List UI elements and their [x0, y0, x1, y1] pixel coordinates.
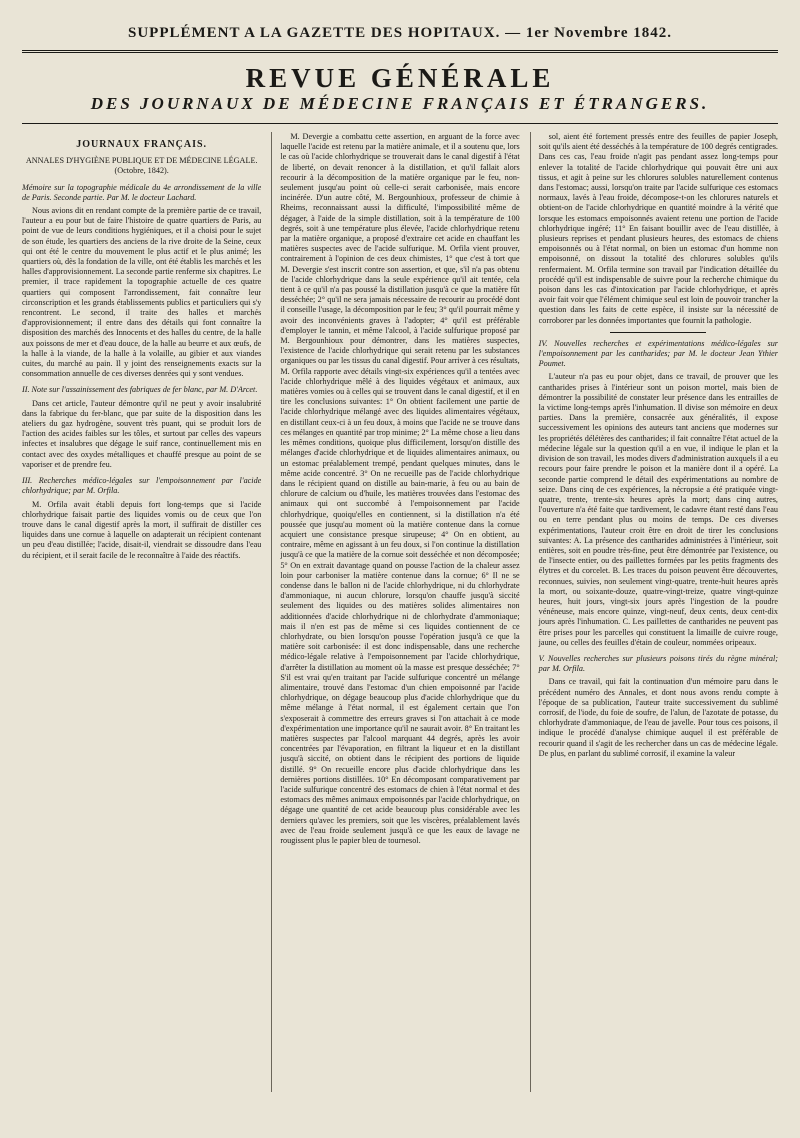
journal-heading: ANNALES D'HYGIÈNE PUBLIQUE ET DE MÉDECINE LÉGALE. (Octobre, 1842). — [25, 156, 258, 176]
article-5-heading: V. Nouvelles recherches sur plusieurs poisons tirés du règne minéral; par M. Orfila. — [538, 653, 778, 674]
column-1 — [22, 132, 261, 1092]
masthead-title: REVUE GÉNÉRALE — [245, 63, 555, 93]
article-1-heading: Mémoire sur la topographie médicale du 4e arrondissement de la ville de Paris. Seconde partie. Par M. le docteur Lachard. — [22, 182, 262, 202]
column-divider — [610, 332, 706, 333]
article-4-body: L'auteur n'a pas eu pour objet, dans ce travail, de prouver que les cantharides prises à l'intérieur sont un poison mortel, mais bien de démontrer la possibilité de constater leur présence dans les entrailles de la victime long-temps après l'inhumation. Il divise son mémoire en deux parties. Dans la première, consacrée aux généralités, il expose successivement les opinions des auteurs tant anciens que modernes sur les propriétés délétères des cantharides; il fait connaître l'état actuel de la médecine légale sur la question qu'il a en vue, il indique le plan et la division de son travail, les modes divers d'administration auxquels il a eu recours pour faire prendre le poison et la manière dont il a opéré. La seconde partie comprend le détail des expérimentations au nombre de seize. Dans cinq de ces expériences, la nécropsie a été pratiquée vingt-quatre, trente, trente-six heures après la mort; dans cinq autres, l'ouverture n'a été faite que tardivement, le cadavre étant resté dans l'eau ou en terre pendant plus ou moins de temps. De ces diverses expérimentations, l'auteur croit être en droit de tirer les conclusions suivantes: A. La présence des cantharides administrées à l'intérieur, soit entières, soit en poudre très-fine, peut être démontrée par l'existence, ou de l'insecte entier, ou des paillettes formées par les petits fragments des élytres et du corcelet. B. Les traces du poison peuvent être découvertes, reconnues, suivies, non seulement vingt-quatre, trente-huit heures après la mort, ou soixante-douze, quatre-vingt-treize, quatre vingt-quinze heures, huit jours, vingt-six jours après l'ingestion de la poudre vénéneuse, mais encore quinze, vingt-neuf, deux cents, deux cent-dix jours après l'inhumation. C. Les paillettes de cantharides ne peuvent pas être prises pour les parcelles qui constituent la limaille de cuivre rouge, jaune, ou celles des feuilles d'étain de couleur, nommées oripeaux. — [538, 372, 778, 647]
article-1-body: Nous avions dit en rendant compte de la première partie de ce travail, l'auteur a eu pour but de faire l'histoire de quatre quartiers de Paris, au point de vue de leurs conditions hygiéniques, et il a choisi pour le sujet de son étude, les quartiers des anciens de la rive droite de la Seine, ceux qui ont été le centre du mouvement le plus actif et le plus animé; les quartiers où, dès la fondation de la ville, ont été établis les marchés et les halles d'approvisionnement. La seconde partie renferme six chapitres. Le premier, il trace rapidement la topographie actuelle de ces quatre quartiers qui composent l'arrondissement, fait connaître leur circonscription et les grands établissements publics et particuliers qui s'y rencontrent. Le second, il traite des halles et marchés d'approvisionnement; il entre dans des détails qui font connaître la disposition des marchés des Innocents et des halles du centre, de la halle aux poissons de mer et d'eau douce, de la halle au beurre et aux œufs, de la halle à la viande, de la halle à la volaille, au gibier et aux viandes cuites, du marché au pain. Il y joint des renseignements exacts sur la consommation annuelle de ces diverses denrées qui y sont vendues. — [22, 206, 262, 379]
column-2 — [271, 132, 519, 1092]
article-2-heading: II. Note sur l'assainissement des fabriques de fer blanc, par M. D'Arcet. — [22, 385, 258, 395]
column-3 — [530, 132, 778, 1092]
column-3-body: sol, aient été fortement pressés entre des feuilles de papier Joseph, soit qu'ils aient été desséchés à la température de 100 degrés centigrades. Dans ces cas, l'eau froide n'agit pas pendant assez long-temps pour enlever la totalité de l'acide chlorhydrique qui pouvait être uni aux tissus, et agit à peine sur les chlorures solubles naturellement contenus dans l'estomac; aussi, lorsqu'on traite par l'acide sulfurique ces estomacs normaux, lavés à l'eau froide, décompose-t-on les chlorures naturels et obtient-on de l'acide chlorhydrique en quantité moindre à la vérité que lorsque les estomacs empoisonnés avaient retenu une portion de l'acide chlorhydrique ingéré; 11° En faisant bouillir avec de l'eau distillée, à plusieurs reprises et pendant plusieurs heures, des estomacs de chiens empoisonnés ou à l'état normal, on bien un estomac d'un homme non empoisonné, on dissout la totalité des chlorures solubles qu'ils renfermaient. M. Orfila termine son travail par l'indication détaillée du procédé qu'il est indispensable de suivre pour la recherche chimique du poison dans les cas d'intoxication par l'acide chlorhydrique, et après avoir fait voir que l'élément chimique seul est loin de pouvoir trancher la question dans les faits de cette espèce, il insiste sur la nécessité de corroborer par les données importantes que fournit la pathologie. — [538, 132, 778, 325]
supplement-line: SUPPLÉMENT A LA GAZETTE DES HOPITAUX. — 1er Novembre 1842. — [127, 25, 673, 41]
article-5-body: Dans ce travail, qui fait la continuation d'un mémoire paru dans le précédent numéro des Annales, et dont nous avons rendu compte à l'époque de sa publication, l'auteur traite successivement du sublimé corrosif, de l'iode, du foie de soufre, de l'alun, de l'azotate de potasse, du chlorhydrate d'ammoniaque, de l'eau de javelle. Pour tous ces poisons, il indique le procédé d'analyse chimique auquel il est préférable de recourir quand il s'agit de les rechercher dans un cas de médecine légale. De plus, en parlant du sublimé corrosif, il examine la valeur — [538, 677, 778, 758]
article-2-body: Dans cet article, l'auteur démontre qu'il ne peut y avoir insalubrité dans la fabrique du fer-blanc, que par suite de la disposition dans les ateliers du gaz hydrogène, souvent très puant, qui se produit lors de l'action des acides faibles sur les tôles, et surtout par celles des vapeurs infectes et insalubres que dégage le suif rance, continuellement mis en contact avec des oxydes métalliques et chauffé presque au point de se vaporiser et de prendre feu. — [22, 398, 262, 469]
article-columns — [22, 132, 778, 1092]
article-3-heading: III. Recherches médico-légales sur l'empoisonnement par l'acide chlorhydrique; par M. Orfila. — [22, 476, 262, 496]
section-title: JOURNAUX FRANÇAIS. — [76, 139, 208, 150]
article-3-body: M. Orfila avait établi depuis fort long-temps que si l'acide chlorhydrique faisait partie des liquides vomis ou de ceux que l'on trouve dans le canal digestif après la mort, il suffirait de distiller ces liquides dans une cornue à laquelle on adapterait un récipient contenant un peu d'eau distillée; l'acide, disait-il, viendrait se dissoudre dans l'eau du récipient, et il serait facile de le reconnaître à l'aide des réactifs. — [22, 499, 262, 560]
article-4-heading: IV. Nouvelles recherches et expérimentations médico-légales sur l'empoisonnement par les cantharides; par M. le docteur Jean Ythier Poumet. — [538, 338, 778, 369]
masthead — [22, 53, 778, 124]
masthead-subtitle: DES JOURNAUX DE MÉDECINE FRANÇAIS ET ÉTRANGERS. — [90, 94, 710, 113]
column-2-body: M. Devergie a combattu cette assertion, en arguant de la force avec laquelle l'acide est retenu par la matière animale, et il a soutenu que, lors le cas où l'acide chlorhydrique se trouverait dans le canal digestif à l'état de liberté, on devait renoncer à la distillation, et qu'il fallait alors recourir à la décomposition de la matière organique par le feu, non-seulement jusqu'au point où celle-ci serait carbonisée, mais encore incinérée. D'un autre côté, M. Bergounhioux, professeur de chimie à Rheims, reconnaissant aussi la difficulté, l'impossibilité même de dégager, à l'aide de la simple distillation, soit à la température de 100 degrés, soit à une température plus élevée, l'acide chlorhydrique retenu par la matière organique, a proposé d'extraire cet acide en chauffant les matières suspectes avec de l'acide sulfurique. M. Orfila vient prouver, contrairement à l'opinion de ces deux chimistes, 1° que c'est à tort que M. Devergie s'est inscrit contre son assertion, et que, s'il n'a pas obtenu de l'acide chlorhydrique dans la seule expérience qu'il ait tentée, cela tient à ce qu'il n'a pas poussé la distillation jusqu'à ce que la matière fût desséchée; 2° qu'il ne sera jamais nécessaire de recourir au procédé dont il conseille l'usage, la décomposition par le feu; 3° qu'il pourrait même y avoir des inconvénients graves à l'adopter; 4° qu'il est préférable d'employer le tannin, et même l'alcool, à l'acide sulfurique proposé par M. Bergounhioux pour démontrer, dans les matières suspectes, l'existence de l'acide chlorhydrique qui serait retenu par les substances organiques ou par les tissus du canal digestif. Pour arriver à ces résultats, M. Orfila rapporte avec détails vingt-six expériences qu'il a tentées avec l'acide chlorhydrique mêlé à des liquides végétaux et animaux, aux matières vomies ou à celles qui se trouvent dans le canal digestif, et il en tire les conclusions suivantes: 1° On obtient facilement une partie de l'acide chlorhydrique mélangé avec des liquides alimentaires végétaux, en distillant ceux-ci à un feu doux, à moins que l'acide ne se trouve dans ces mélanges en quantité par trop minime; 2° La même chose a lieu dans les mêmes conditions, quoique plus difficilement, lorsqu'on distille des mélanges d'acide chlorhydrique et de liquides alimentaires animaux, ou un estomac préalablement trempé, pendant quelques minutes, dans le même acide concentré. 3° On ne recueille pas de l'acide chlorhydrique dans le récipient quand on distille au bain-marie, à feu ou au bain de chlorure de calcium ou d'huile, les matières trouvées dans l'estomac des animaux qui ont succombé à l'empoisonnement par l'acide chlorhydrique, quoiqu'elles en contiennent, si la distillation n'a été poussée que jusqu'au moment où la matière contenue dans la cornue acquiert une consistance presque sirupeuse; 4° On en obtient, au contraire, même en agissant à un feu doux, si l'on continue la distillation jusqu'à ce que la matière de la cornue soit desséchée et non décomposée; 5° On en extrait davantage quand on pousse l'action de la chaleur assez loin pour carboniser la matière contenue dans la cornue; 6° Il ne se condense dans le ballon ni de l'acide chlorhydrique, ni du chlorhydrate d'ammoniaque, ni aucun chlorure, lorsqu'on chauffe jusqu'à siccité seulement des liquides ou des matières solides alimentaires non additionnées d'acide chlorhydrique ni de chlorhydrate d'ammoniaque; mais il n'en est pas de même si ces liquides contiennent de ce chlorhydrate, ou bien lorsqu'on pousse l'opération jusqu'à ce que la matière soit carbonisée: il est donc indispensable, dans une recherche médico-légale relative à l'empoisonnement par l'acide chlorhydrique, d'arrêter la distillation au moment où la masse est presque desséchée; 7° S'il est vrai qu'en traitant par l'acide sulfurique concentré un mélange alimentaire, trouvé dans l'estomac d'un chien empoisonné par l'acide chlorhydrique, on dégage beaucoup plus d'acide chlorhydrique que du même mélange à l'état normal, il est également certain que l'on s'exposerait à commettre des erreurs graves si l'on attachait à ce mode d'expérimentation une importance qu'il ne saurait avoir. 8° En traitant les matières suspectes par l'alcool marquant 44 degrés, après les avoir concentrées par l'évaporation, en filtrant la liqueur et en la distillant jusqu'à siccité, on obtient dans le récipient des portions de liquide distillé. 9° On recueille encore plus d'acide chlorhydrique dans les dernières portions distillées. 10° En décomposant comparativement par l'acide sulfurique concentré des estomacs de chien à l'état normal et des estomacs des mêmes animaux empoisonnés par l'acide chlorhydrique, on dégage une quantité de cet acide beaucoup plus considérable avec les derniers qu'avec les premiers, soit que les viscères, préalablement lavés avec de l'eau froide seulement jusqu'à ce que les eaux de lavage ne rougissent plus le papier bleu de tournesol. — [280, 132, 520, 846]
